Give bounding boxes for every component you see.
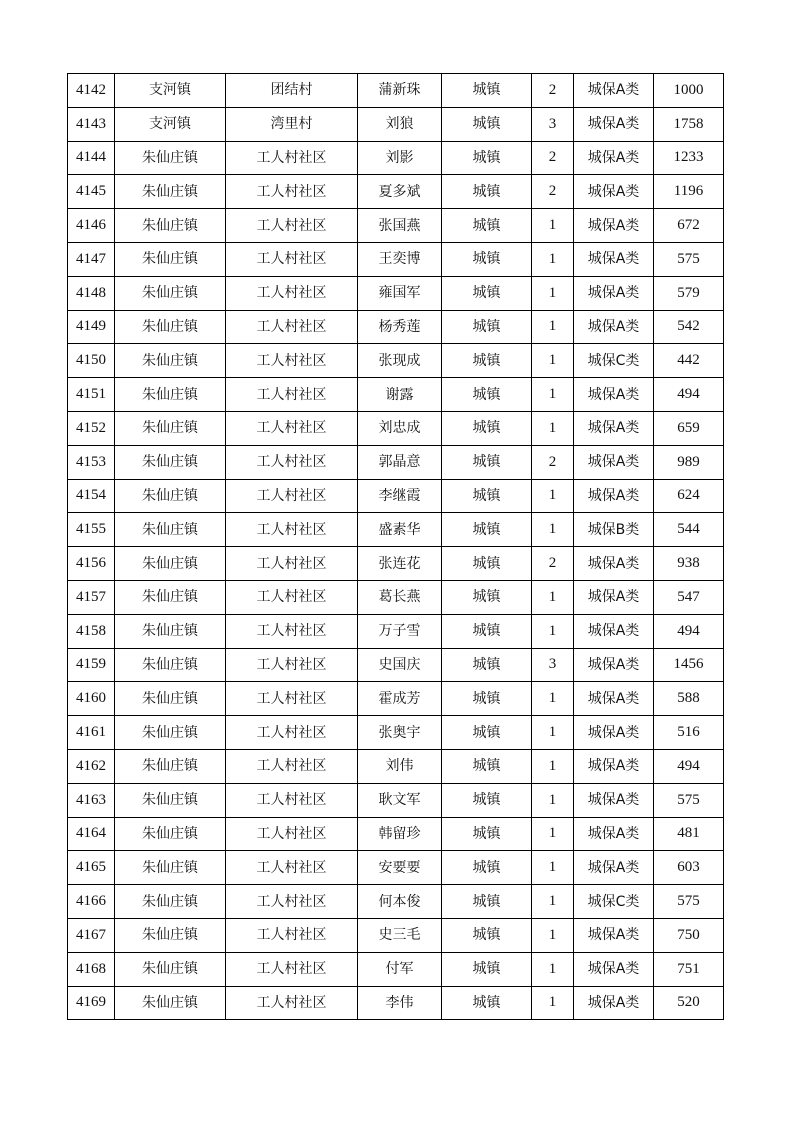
- cell-area-type: 城镇: [442, 310, 532, 344]
- cell-person-name: 盛素华: [358, 513, 442, 547]
- cell-village: 工人村社区: [226, 952, 358, 986]
- cell-household-count: 1: [532, 614, 574, 648]
- cell-serial-number: 4145: [68, 175, 115, 209]
- cell-household-count: 1: [532, 378, 574, 412]
- cell-serial-number: 4150: [68, 344, 115, 378]
- cell-area-type: 城镇: [442, 783, 532, 817]
- cell-amount: 575: [654, 885, 724, 919]
- cell-village: 工人村社区: [226, 310, 358, 344]
- cell-serial-number: 4151: [68, 378, 115, 412]
- cell-amount: 624: [654, 479, 724, 513]
- cell-village: 工人村社区: [226, 918, 358, 952]
- cell-person-name: 史三毛: [358, 918, 442, 952]
- cell-household-count: 1: [532, 783, 574, 817]
- cell-category: 城保A类: [574, 479, 654, 513]
- cell-person-name: 刘忠成: [358, 411, 442, 445]
- cell-village: 工人村社区: [226, 648, 358, 682]
- table-row: [68, 445, 724, 479]
- cell-village: 工人村社区: [226, 749, 358, 783]
- cell-category: 城保A类: [574, 310, 654, 344]
- table-row: [68, 74, 724, 108]
- cell-amount: 989: [654, 445, 724, 479]
- cell-area-type: 城镇: [442, 141, 532, 175]
- cell-category: 城保A类: [574, 107, 654, 141]
- cell-village: 工人村社区: [226, 986, 358, 1020]
- cell-amount: 751: [654, 952, 724, 986]
- cell-village: 工人村社区: [226, 851, 358, 885]
- cell-amount: 544: [654, 513, 724, 547]
- cell-village: 工人村社区: [226, 580, 358, 614]
- cell-amount: 547: [654, 580, 724, 614]
- cell-person-name: 葛长燕: [358, 580, 442, 614]
- cell-serial-number: 4144: [68, 141, 115, 175]
- cell-town: 朱仙庄镇: [115, 175, 226, 209]
- cell-category: 城保A类: [574, 749, 654, 783]
- cell-serial-number: 4146: [68, 209, 115, 243]
- table-row: [68, 276, 724, 310]
- cell-town: 朱仙庄镇: [115, 276, 226, 310]
- cell-area-type: 城镇: [442, 918, 532, 952]
- cell-area-type: 城镇: [442, 378, 532, 412]
- cell-person-name: 蒲新珠: [358, 74, 442, 108]
- table-row: [68, 580, 724, 614]
- cell-area-type: 城镇: [442, 513, 532, 547]
- cell-area-type: 城镇: [442, 445, 532, 479]
- cell-area-type: 城镇: [442, 74, 532, 108]
- cell-person-name: 付军: [358, 952, 442, 986]
- cell-area-type: 城镇: [442, 276, 532, 310]
- cell-household-count: 1: [532, 817, 574, 851]
- cell-village: 工人村社区: [226, 716, 358, 750]
- cell-serial-number: 4168: [68, 952, 115, 986]
- cell-category: 城保C类: [574, 344, 654, 378]
- cell-village: 工人村社区: [226, 411, 358, 445]
- cell-town: 朱仙庄镇: [115, 242, 226, 276]
- cell-category: 城保A类: [574, 209, 654, 243]
- cell-serial-number: 4153: [68, 445, 115, 479]
- cell-household-count: 1: [532, 513, 574, 547]
- cell-amount: 575: [654, 783, 724, 817]
- cell-village: 工人村社区: [226, 141, 358, 175]
- cell-person-name: 耿文军: [358, 783, 442, 817]
- cell-household-count: 1: [532, 749, 574, 783]
- cell-area-type: 城镇: [442, 242, 532, 276]
- cell-household-count: 2: [532, 141, 574, 175]
- cell-category: 城保A类: [574, 851, 654, 885]
- cell-town: 朱仙庄镇: [115, 952, 226, 986]
- table-row: [68, 614, 724, 648]
- table-row: [68, 310, 724, 344]
- cell-amount: 575: [654, 242, 724, 276]
- cell-household-count: 3: [532, 648, 574, 682]
- cell-household-count: 2: [532, 175, 574, 209]
- table-row: [68, 817, 724, 851]
- cell-village: 工人村社区: [226, 276, 358, 310]
- cell-household-count: 1: [532, 310, 574, 344]
- cell-category: 城保B类: [574, 513, 654, 547]
- cell-amount: 520: [654, 986, 724, 1020]
- cell-serial-number: 4159: [68, 648, 115, 682]
- cell-amount: 1000: [654, 74, 724, 108]
- cell-category: 城保A类: [574, 175, 654, 209]
- cell-town: 支河镇: [115, 107, 226, 141]
- cell-person-name: 何本俊: [358, 885, 442, 919]
- cell-person-name: 杨秀莲: [358, 310, 442, 344]
- cell-category: 城保A类: [574, 141, 654, 175]
- cell-amount: 542: [654, 310, 724, 344]
- cell-category: 城保A类: [574, 445, 654, 479]
- cell-village: 工人村社区: [226, 175, 358, 209]
- cell-amount: 494: [654, 614, 724, 648]
- cell-household-count: 2: [532, 445, 574, 479]
- cell-person-name: 张国燕: [358, 209, 442, 243]
- cell-category: 城保A类: [574, 918, 654, 952]
- cell-amount: 1233: [654, 141, 724, 175]
- cell-category: 城保A类: [574, 952, 654, 986]
- cell-category: 城保A类: [574, 783, 654, 817]
- cell-category: 城保A类: [574, 580, 654, 614]
- cell-village: 工人村社区: [226, 378, 358, 412]
- table-row: [68, 952, 724, 986]
- cell-household-count: 1: [532, 682, 574, 716]
- cell-area-type: 城镇: [442, 952, 532, 986]
- cell-area-type: 城镇: [442, 682, 532, 716]
- cell-amount: 494: [654, 749, 724, 783]
- cell-town: 朱仙庄镇: [115, 614, 226, 648]
- cell-town: 朱仙庄镇: [115, 851, 226, 885]
- cell-person-name: 刘狼: [358, 107, 442, 141]
- cell-village: 工人村社区: [226, 783, 358, 817]
- cell-serial-number: 4156: [68, 547, 115, 581]
- cell-household-count: 1: [532, 918, 574, 952]
- cell-village: 团结村: [226, 74, 358, 108]
- cell-village: 工人村社区: [226, 242, 358, 276]
- cell-household-count: 1: [532, 716, 574, 750]
- cell-area-type: 城镇: [442, 716, 532, 750]
- cell-amount: 603: [654, 851, 724, 885]
- cell-person-name: 谢露: [358, 378, 442, 412]
- cell-area-type: 城镇: [442, 817, 532, 851]
- cell-person-name: 张奥宇: [358, 716, 442, 750]
- cell-town: 朱仙庄镇: [115, 141, 226, 175]
- table-row: [68, 479, 724, 513]
- cell-serial-number: 4147: [68, 242, 115, 276]
- cell-area-type: 城镇: [442, 885, 532, 919]
- cell-person-name: 刘伟: [358, 749, 442, 783]
- cell-serial-number: 4148: [68, 276, 115, 310]
- cell-category: 城保A类: [574, 242, 654, 276]
- table-row: [68, 344, 724, 378]
- cell-area-type: 城镇: [442, 851, 532, 885]
- cell-person-name: 霍成芳: [358, 682, 442, 716]
- cell-person-name: 万子雪: [358, 614, 442, 648]
- cell-town: 朱仙庄镇: [115, 986, 226, 1020]
- cell-person-name: 雍国军: [358, 276, 442, 310]
- cell-household-count: 2: [532, 547, 574, 581]
- cell-town: 朱仙庄镇: [115, 411, 226, 445]
- cell-category: 城保A类: [574, 682, 654, 716]
- table-row: [68, 783, 724, 817]
- cell-serial-number: 4163: [68, 783, 115, 817]
- cell-person-name: 安要要: [358, 851, 442, 885]
- cell-person-name: 韩留珍: [358, 817, 442, 851]
- cell-amount: 494: [654, 378, 724, 412]
- cell-area-type: 城镇: [442, 986, 532, 1020]
- cell-household-count: 1: [532, 479, 574, 513]
- cell-town: 朱仙庄镇: [115, 682, 226, 716]
- cell-household-count: 1: [532, 885, 574, 919]
- table-row: [68, 986, 724, 1020]
- table-row: [68, 175, 724, 209]
- cell-serial-number: 4165: [68, 851, 115, 885]
- cell-village: 工人村社区: [226, 885, 358, 919]
- cell-town: 朱仙庄镇: [115, 479, 226, 513]
- cell-town: 朱仙庄镇: [115, 209, 226, 243]
- cell-town: 朱仙庄镇: [115, 918, 226, 952]
- cell-serial-number: 4167: [68, 918, 115, 952]
- cell-village: 工人村社区: [226, 344, 358, 378]
- table-row: [68, 648, 724, 682]
- cell-amount: 516: [654, 716, 724, 750]
- cell-village: 湾里村: [226, 107, 358, 141]
- cell-category: 城保C类: [574, 885, 654, 919]
- cell-category: 城保A类: [574, 716, 654, 750]
- table-row: [68, 547, 724, 581]
- cell-town: 朱仙庄镇: [115, 749, 226, 783]
- table-body: [68, 74, 724, 1020]
- table-row: [68, 107, 724, 141]
- cell-area-type: 城镇: [442, 411, 532, 445]
- table-row: [68, 716, 724, 750]
- cell-category: 城保A类: [574, 411, 654, 445]
- cell-person-name: 张现成: [358, 344, 442, 378]
- cell-town: 朱仙庄镇: [115, 445, 226, 479]
- cell-amount: 672: [654, 209, 724, 243]
- cell-serial-number: 4154: [68, 479, 115, 513]
- table-row: [68, 851, 724, 885]
- cell-serial-number: 4161: [68, 716, 115, 750]
- cell-person-name: 郭晶意: [358, 445, 442, 479]
- cell-serial-number: 4160: [68, 682, 115, 716]
- cell-person-name: 夏多斌: [358, 175, 442, 209]
- cell-village: 工人村社区: [226, 479, 358, 513]
- cell-amount: 938: [654, 547, 724, 581]
- table-row: [68, 141, 724, 175]
- cell-town: 朱仙庄镇: [115, 310, 226, 344]
- cell-household-count: 1: [532, 411, 574, 445]
- cell-village: 工人村社区: [226, 614, 358, 648]
- table-row: [68, 682, 724, 716]
- cell-category: 城保A类: [574, 276, 654, 310]
- table-row: [68, 411, 724, 445]
- cell-area-type: 城镇: [442, 479, 532, 513]
- cell-area-type: 城镇: [442, 547, 532, 581]
- cell-household-count: 1: [532, 209, 574, 243]
- cell-area-type: 城镇: [442, 614, 532, 648]
- cell-category: 城保A类: [574, 614, 654, 648]
- cell-serial-number: 4155: [68, 513, 115, 547]
- cell-category: 城保A类: [574, 817, 654, 851]
- cell-amount: 579: [654, 276, 724, 310]
- cell-serial-number: 4143: [68, 107, 115, 141]
- cell-person-name: 张连花: [358, 547, 442, 581]
- cell-category: 城保A类: [574, 547, 654, 581]
- cell-amount: 481: [654, 817, 724, 851]
- cell-serial-number: 4158: [68, 614, 115, 648]
- cell-area-type: 城镇: [442, 648, 532, 682]
- cell-area-type: 城镇: [442, 580, 532, 614]
- cell-serial-number: 4142: [68, 74, 115, 108]
- cell-amount: 442: [654, 344, 724, 378]
- cell-town: 朱仙庄镇: [115, 344, 226, 378]
- cell-town: 朱仙庄镇: [115, 885, 226, 919]
- cell-person-name: 李继霞: [358, 479, 442, 513]
- cell-person-name: 李伟: [358, 986, 442, 1020]
- cell-household-count: 3: [532, 107, 574, 141]
- cell-amount: 750: [654, 918, 724, 952]
- cell-area-type: 城镇: [442, 344, 532, 378]
- cell-town: 支河镇: [115, 74, 226, 108]
- cell-town: 朱仙庄镇: [115, 378, 226, 412]
- cell-serial-number: 4162: [68, 749, 115, 783]
- cell-area-type: 城镇: [442, 107, 532, 141]
- cell-category: 城保A类: [574, 986, 654, 1020]
- cell-amount: 1456: [654, 648, 724, 682]
- cell-town: 朱仙庄镇: [115, 513, 226, 547]
- cell-household-count: 2: [532, 74, 574, 108]
- table-row: [68, 513, 724, 547]
- cell-town: 朱仙庄镇: [115, 648, 226, 682]
- cell-village: 工人村社区: [226, 817, 358, 851]
- cell-village: 工人村社区: [226, 209, 358, 243]
- cell-serial-number: 4157: [68, 580, 115, 614]
- cell-village: 工人村社区: [226, 682, 358, 716]
- cell-serial-number: 4166: [68, 885, 115, 919]
- cell-town: 朱仙庄镇: [115, 817, 226, 851]
- cell-household-count: 1: [532, 986, 574, 1020]
- cell-household-count: 1: [532, 851, 574, 885]
- cell-area-type: 城镇: [442, 209, 532, 243]
- beneficiary-table: [67, 73, 724, 1020]
- cell-serial-number: 4149: [68, 310, 115, 344]
- cell-amount: 659: [654, 411, 724, 445]
- cell-category: 城保A类: [574, 648, 654, 682]
- cell-town: 朱仙庄镇: [115, 547, 226, 581]
- cell-household-count: 1: [532, 580, 574, 614]
- cell-person-name: 刘影: [358, 141, 442, 175]
- cell-category: 城保A类: [574, 378, 654, 412]
- cell-town: 朱仙庄镇: [115, 716, 226, 750]
- cell-village: 工人村社区: [226, 445, 358, 479]
- cell-town: 朱仙庄镇: [115, 783, 226, 817]
- cell-category: 城保A类: [574, 74, 654, 108]
- table-row: [68, 378, 724, 412]
- table-row: [68, 885, 724, 919]
- cell-household-count: 1: [532, 952, 574, 986]
- cell-serial-number: 4164: [68, 817, 115, 851]
- table-row: [68, 242, 724, 276]
- cell-amount: 1758: [654, 107, 724, 141]
- cell-person-name: 史国庆: [358, 648, 442, 682]
- cell-town: 朱仙庄镇: [115, 580, 226, 614]
- cell-serial-number: 4169: [68, 986, 115, 1020]
- table-row: [68, 209, 724, 243]
- cell-area-type: 城镇: [442, 749, 532, 783]
- cell-area-type: 城镇: [442, 175, 532, 209]
- cell-household-count: 1: [532, 242, 574, 276]
- table-row: [68, 749, 724, 783]
- table-row: [68, 918, 724, 952]
- cell-person-name: 王奕博: [358, 242, 442, 276]
- cell-household-count: 1: [532, 344, 574, 378]
- cell-village: 工人村社区: [226, 513, 358, 547]
- cell-household-count: 1: [532, 276, 574, 310]
- cell-amount: 588: [654, 682, 724, 716]
- cell-amount: 1196: [654, 175, 724, 209]
- cell-village: 工人村社区: [226, 547, 358, 581]
- cell-serial-number: 4152: [68, 411, 115, 445]
